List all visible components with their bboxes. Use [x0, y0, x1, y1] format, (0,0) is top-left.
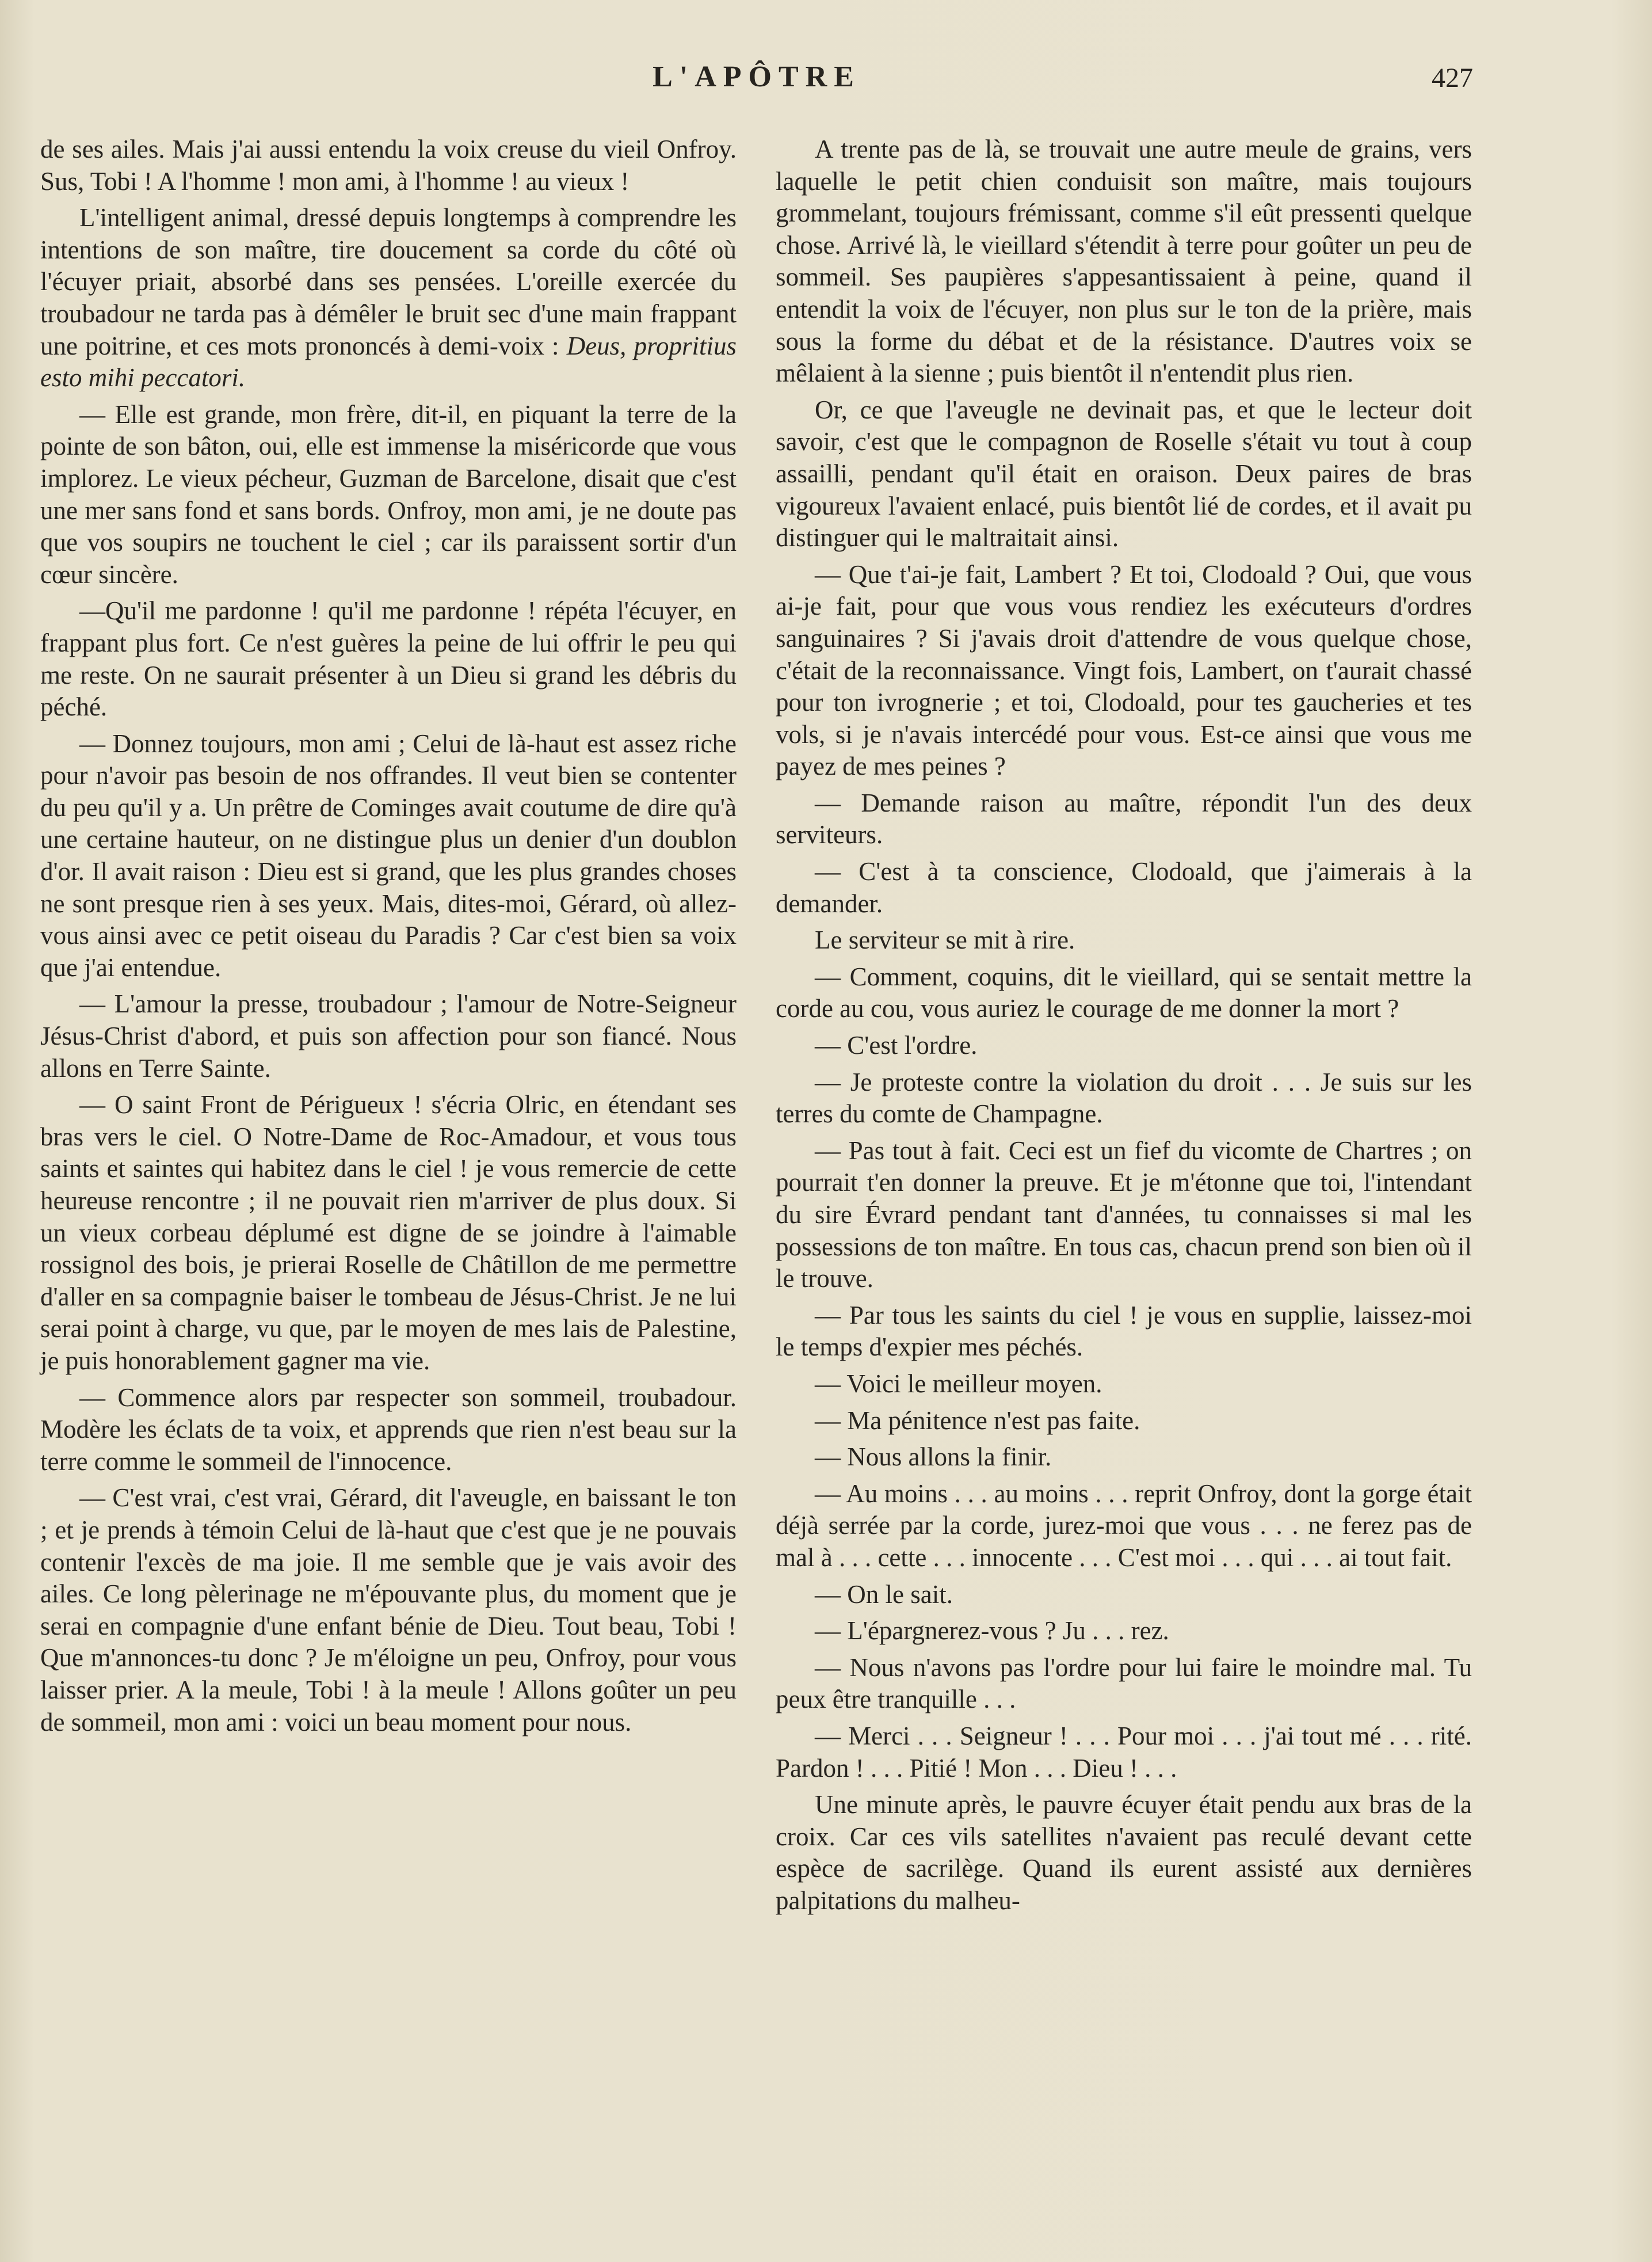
- page-header: [40, 58, 1473, 104]
- paragraph: — Nous n'avons pas l'ordre pour lui faire le moindre mal. Tu peux être tranquille . . .: [776, 1652, 1472, 1714]
- paragraph: — C'est vrai, c'est vrai, Gérard, dit l'aveugle, en baissant le ton ; et je prends à témoin Celui de là-haut que c'est que je ne pouvais contenir l'excès de ma joie. Il me semble que je vais avoir des ailes. Ce long pèlerinage ne m'épouvante plus, du moment que je serai en compagnie d'une enfant bénie de Dieu. Tout beau, Tobi ! Que m'annonces-tu donc ? Je m'éloigne un peu, Onfroy, pour vous laisser prier. A la meule, Tobi ! à la meule ! Allons goûter un peu de sommeil, mon ami : voici un beau moment pour nous.: [40, 1483, 737, 1737]
- paragraph: — Merci . . . Seigneur ! . . . Pour moi . . . j'ai tout mé . . . rité. Pardon ! . . . Pitié ! Mon . . . Dieu ! . . .: [776, 1721, 1472, 1783]
- paragraph: de ses ailes. Mais j'ai aussi entendu la voix creuse du vieil Onfroy. Sus, Tobi ! A l'homme ! mon ami, à l'homme ! au vieux !: [40, 135, 737, 196]
- paragraph: —Qu'il me pardonne ! qu'il me pardonne ! répéta l'écuyer, en frappant plus fort. Ce n'est guères la peine de lui offrir le peu qui me reste. On ne saurait présenter à un Dieu si grand les débris du péché.: [40, 596, 737, 722]
- paragraph: — Nous allons la finir.: [815, 1442, 1052, 1472]
- paragraph: — C'est l'ordre.: [815, 1031, 978, 1060]
- paragraph: — O saint Front de Périgueux ! s'écria Olric, en étendant ses bras vers le ciel. O Notre-Dame de Roc-Amadour, et vous tous saints et saintes qui habitez dans le ciel ! je vous remercie de cette heureuse rencontre ; il ne pouvait rien m'arriver de plus doux. Si un vieux corbeau déplumé est digne de se joindre à l'aimable rossignol des bois, je prierai Roselle de Châtillon de me permettre d'aller en sa compagnie baiser le tombeau de Jésus-Christ. Je ne lui serai point à charge, vu que, par le moyen de mes lais de Palestine, je puis honorablement gagner ma vie.: [40, 1090, 737, 1375]
- paragraph: — Par tous les saints du ciel ! je vous en supplie, laissez-moi le temps d'expier mes péchés.: [776, 1300, 1472, 1362]
- paragraph: — Pas tout à fait. Ceci est un fief du vicomte de Chartres ; on pourrait t'en donner la preuve. Et je m'étonne que toi, l'intendant du sire Évrard pendant tant d'années, tu connaisses si mal les possessions de ton maître. En tous cas, chacun prend son bien où il le trouve.: [776, 1136, 1472, 1293]
- paragraph: — Donnez toujours, mon ami ; Celui de là-haut est assez riche pour n'avoir pas besoin de nos offrandes. Il veut bien se contenter du peu qu'il y a. Un prêtre de Cominges avait coutume de dire qu'à une certaine hauteur, on ne distingue plus un denier d'un doublon d'or. Il avait raison : Dieu est si grand, que les plus grandes choses ne sont presque rien à ses yeux. Mais, dites-moi, Gérard, où allez-vous ainsi avec ce petit oiseau du Paradis ? Car c'est bien sa voix que j'ai entendue.: [40, 729, 737, 982]
- paragraph: Or, ce que l'aveugle ne devinait pas, et que le lecteur doit savoir, c'est que le compagnon de Roselle s'était vu tout à coup assailli, pendant qu'il était en oraison. Deux paires de bras vigoureux l'avaient enlacé, puis bientôt lié de cordes, et il avait pu distinguer qui le maltraitait ainsi.: [776, 395, 1472, 553]
- paragraph: — Voici le meilleur moyen.: [815, 1369, 1102, 1398]
- paragraph: — Elle est grande, mon frère, dit-il, en piquant la terre de la pointe de son bâton, oui, elle est immense la miséricorde que vous implorez. Le vieux pécheur, Guzman de Barcelone, disait que c'est une mer sans fond et sans bords. Onfroy, mon ami, je ne doute pas que vos soupirs ne touchent le ciel ; car ils paraissent sortir d'un cœur sincère.: [40, 399, 737, 589]
- paragraph: — Au moins . . . au moins . . . reprit Onfroy, dont la gorge était déjà serrée par la corde, jurez-moi que vous . . . ne ferez pas de mal à . . . cette . . . innocente . . . C'est moi . . . qui . . . ai tout fait.: [776, 1479, 1472, 1572]
- page-number: 427: [1432, 63, 1473, 93]
- paragraph-text: L'intelligent animal, dressé depuis longtemps à comprendre les intentions de son maître, tire doucement sa corde du côté où l'écuyer priait, absorbé dans ses pensées. L'oreille exercée du troubadour ne tarda pas à démêler le bruit sec d'une main frappant une poitrine, et ces mots prononcés à demi-voix :: [40, 203, 737, 360]
- paragraph: — Demande raison au maître, répondit l'un des deux serviteurs.: [776, 788, 1472, 850]
- paragraph: — On le sait.: [815, 1579, 953, 1609]
- latin-quote: Deus, propritius esto mihi peccatori.: [40, 331, 737, 393]
- paragraph: — L'amour la presse, troubadour ; l'amour de Notre-Seigneur Jésus-Christ d'abord, et puis son affection pour son fiancé. Nous allons en Terre Sainte.: [40, 989, 737, 1083]
- paragraph: — L'épargnerez-vous ? Ju . . . rez.: [815, 1616, 1169, 1646]
- paragraph: [40, 202, 737, 394]
- paragraph: — Commence alors par respecter son sommeil, troubadour. Modère les éclats de ta voix, et apprends que rien n'est beau sur la terre comme le sommeil de l'innocence.: [40, 1383, 737, 1476]
- paragraph: Le serviteur se mit à rire.: [815, 926, 1075, 955]
- paragraph: — Que t'ai-je fait, Lambert ? Et toi, Clodoald ? Oui, que vous ai-je fait, pour que vous vous rendiez les exécuteurs d'ordres sanguinaires ? Si j'avais droit d'attendre de vous quelque chose, c'était de la reconnaissance. Vingt fois, Lambert, on t'aurait chassé pour ton ivrognerie ; et toi, Clodoald, pour tes gaucheries et tes vols, si je n'avais intercédé pour vous. Est-ce ainsi que vous me payez de mes peines ?: [776, 559, 1472, 781]
- paragraph: — Comment, coquins, dit le vieillard, qui se sentait mettre la corde au cou, vous auriez le courage de me donner la mort ?: [776, 962, 1472, 1023]
- right-column: [776, 134, 1472, 1921]
- paragraph: — C'est à ta conscience, Clodoald, que j'aimerais à la demander.: [776, 857, 1472, 918]
- left-column: [40, 134, 737, 1743]
- running-title: L'APÔTRE: [653, 60, 861, 93]
- paragraph: — Ma pénitence n'est pas faite.: [815, 1406, 1140, 1435]
- paragraph: — Je proteste contre la violation du droit . . . Je suis sur les terres du comte de Champagne.: [776, 1067, 1472, 1129]
- paragraph: Une minute après, le pauvre écuyer était pendu aux bras de la croix. Car ces vils satellites n'avaient pas reculé devant cette espèce de sacrilège. Quand ils eurent assisté aux dernières palpitations du malheu-: [776, 1790, 1472, 1915]
- paragraph: A trente pas de là, se trouvait une autre meule de grains, vers laquelle le petit chien conduisit son maître, mais toujours grommelant, toujours frémissant, comme s'il eût pressenti quelque chose. Arrivé là, le vieillard s'étendit à terre pour goûter un peu de sommeil. Ses paupières s'appesantissaient à peine, quand il entendit la voix de l'écuyer, non plus sur le ton de la prière, mais sous la forme du débat et de la résistance. D'autres voix se mêlaient à la sienne ; puis bientôt il n'entendit plus rien.: [776, 135, 1472, 388]
